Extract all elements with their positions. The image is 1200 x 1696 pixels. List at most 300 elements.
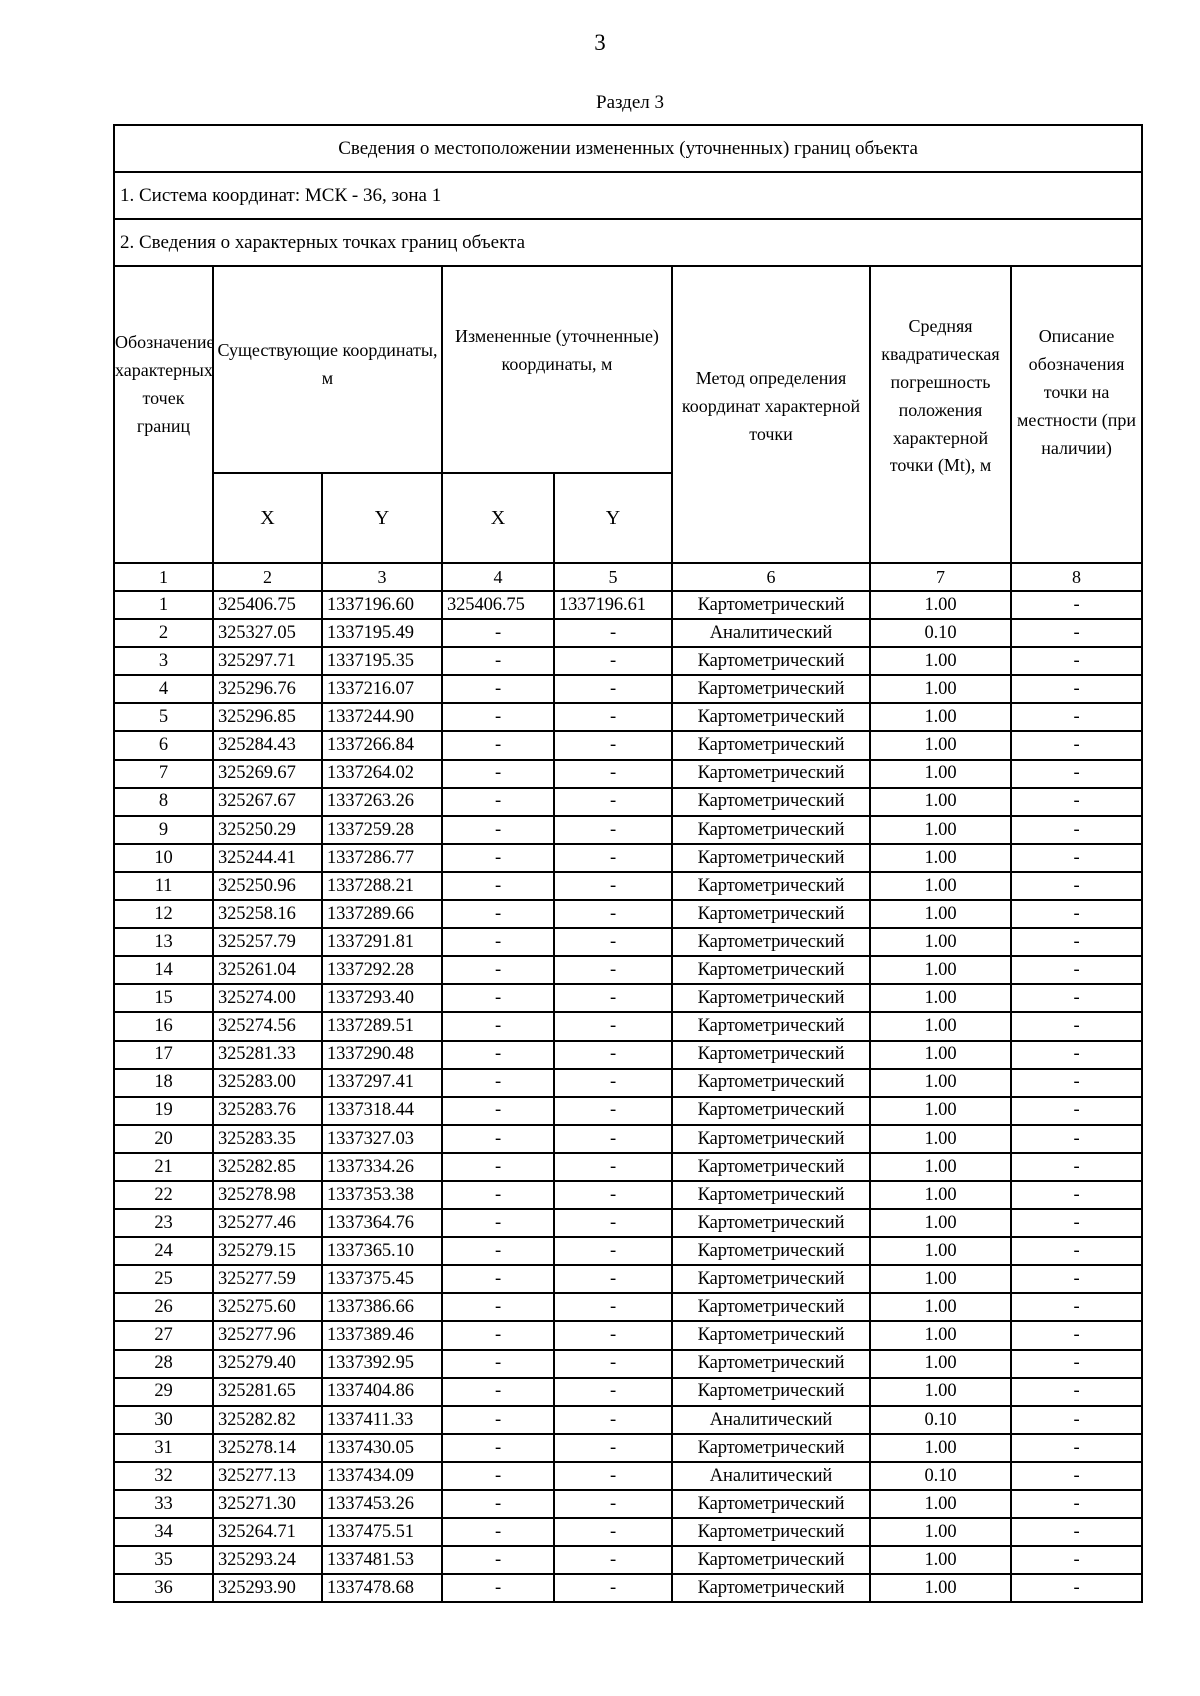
table-row [114, 900, 1142, 928]
cell-point-number: 33 [114, 1490, 213, 1518]
points-caption: 2. Сведения о характерных точках границ объекта [114, 219, 1142, 266]
cell-changed-x: - [442, 1406, 554, 1434]
cell-existing-x: 325277.59 [213, 1265, 322, 1293]
cell-changed-y: - [554, 1069, 672, 1097]
cell-description: - [1011, 788, 1142, 816]
table-row [114, 1097, 1142, 1125]
cell-existing-x: 325297.71 [213, 647, 322, 675]
table-row [114, 619, 1142, 647]
cell-changed-y: - [554, 1153, 672, 1181]
cell-changed-x: - [442, 984, 554, 1012]
cell-rms-error: 1.00 [870, 1546, 1011, 1574]
cell-point-number: 8 [114, 788, 213, 816]
cell-changed-x: - [442, 675, 554, 703]
cell-method: Картометрический [672, 1350, 870, 1378]
cell-existing-y: 1337386.66 [322, 1293, 442, 1321]
cell-description: - [1011, 928, 1142, 956]
cell-changed-y: - [554, 1237, 672, 1265]
table-row [114, 1518, 1142, 1546]
cell-existing-y: 1337353.38 [322, 1181, 442, 1209]
cell-changed-x: - [442, 872, 554, 900]
cell-rms-error: 1.00 [870, 1237, 1011, 1265]
cell-existing-y: 1337259.28 [322, 816, 442, 844]
cell-description: - [1011, 619, 1142, 647]
cell-method: Картометрический [672, 1041, 870, 1069]
table-row [114, 1209, 1142, 1237]
cell-method: Картометрический [672, 1153, 870, 1181]
cell-changed-y: - [554, 731, 672, 759]
cell-point-number: 3 [114, 647, 213, 675]
cell-rms-error: 1.00 [870, 731, 1011, 759]
cell-method: Картометрический [672, 900, 870, 928]
cell-changed-y: - [554, 1181, 672, 1209]
cell-point-number: 26 [114, 1293, 213, 1321]
cell-existing-x: 325244.41 [213, 844, 322, 872]
cell-rms-error: 1.00 [870, 1041, 1011, 1069]
cell-existing-x: 325283.35 [213, 1125, 322, 1153]
cell-existing-x: 325278.14 [213, 1434, 322, 1462]
cell-description: - [1011, 872, 1142, 900]
cell-rms-error: 1.00 [870, 844, 1011, 872]
cell-description: - [1011, 1209, 1142, 1237]
table-row [114, 1237, 1142, 1265]
coordinate-system: 1. Система координат: МСК - 36, зона 1 [114, 172, 1142, 219]
cell-changed-y: - [554, 1434, 672, 1462]
cell-description: - [1011, 844, 1142, 872]
cell-method: Картометрический [672, 731, 870, 759]
cell-existing-x: 325271.30 [213, 1490, 322, 1518]
cell-rms-error: 1.00 [870, 928, 1011, 956]
cell-method: Картометрический [672, 1265, 870, 1293]
cell-method: Картометрический [672, 703, 870, 731]
cell-changed-x: - [442, 788, 554, 816]
cell-rms-error: 1.00 [870, 591, 1011, 619]
cell-rms-error: 0.10 [870, 619, 1011, 647]
cell-existing-y: 1337264.02 [322, 760, 442, 788]
cell-changed-x: - [442, 1097, 554, 1125]
cell-existing-x: 325282.85 [213, 1153, 322, 1181]
cell-point-number: 23 [114, 1209, 213, 1237]
cell-point-number: 5 [114, 703, 213, 731]
cell-existing-x: 325250.29 [213, 816, 322, 844]
cell-method: Картометрический [672, 1546, 870, 1574]
cell-method: Картометрический [672, 760, 870, 788]
cell-point-number: 9 [114, 816, 213, 844]
cell-existing-x: 325279.15 [213, 1237, 322, 1265]
cell-existing-x: 325261.04 [213, 956, 322, 984]
cell-rms-error: 1.00 [870, 703, 1011, 731]
cell-changed-y: - [554, 788, 672, 816]
cell-rms-error: 1.00 [870, 1125, 1011, 1153]
cell-method: Картометрический [672, 1293, 870, 1321]
cell-point-number: 6 [114, 731, 213, 759]
cell-rms-error: 1.00 [870, 1293, 1011, 1321]
cell-existing-y: 1337196.60 [322, 591, 442, 619]
cell-method: Картометрический [672, 647, 870, 675]
cell-existing-y: 1337286.77 [322, 844, 442, 872]
cell-changed-x: - [442, 1265, 554, 1293]
cell-existing-y: 1337195.49 [322, 619, 442, 647]
cell-changed-x: - [442, 1462, 554, 1490]
cell-point-number: 24 [114, 1237, 213, 1265]
cell-changed-x: - [442, 1490, 554, 1518]
cell-description: - [1011, 1097, 1142, 1125]
cell-method: Картометрический [672, 1181, 870, 1209]
table-row [114, 984, 1142, 1012]
cell-method: Картометрический [672, 788, 870, 816]
table-row [114, 1378, 1142, 1406]
cell-description: - [1011, 1378, 1142, 1406]
cell-point-number: 30 [114, 1406, 213, 1434]
cell-changed-y: - [554, 928, 672, 956]
cell-rms-error: 0.10 [870, 1406, 1011, 1434]
cell-method: Картометрический [672, 1209, 870, 1237]
cell-existing-y: 1337334.26 [322, 1153, 442, 1181]
cell-changed-y: - [554, 1518, 672, 1546]
cell-existing-y: 1337292.28 [322, 956, 442, 984]
cell-existing-x: 325250.96 [213, 872, 322, 900]
cell-existing-y: 1337392.95 [322, 1350, 442, 1378]
cell-point-number: 21 [114, 1153, 213, 1181]
cell-existing-x: 325296.76 [213, 675, 322, 703]
cell-rms-error: 1.00 [870, 760, 1011, 788]
cell-existing-y: 1337389.46 [322, 1321, 442, 1349]
cell-existing-y: 1337434.09 [322, 1462, 442, 1490]
cell-description: - [1011, 1012, 1142, 1040]
header-rms-error: Средняя квадратическая погрешность положения характерной точки (Mt), м [870, 266, 1011, 563]
cell-existing-x: 325284.43 [213, 731, 322, 759]
cell-method: Картометрический [672, 956, 870, 984]
cell-changed-x: - [442, 1069, 554, 1097]
cell-description: - [1011, 816, 1142, 844]
cell-method: Аналитический [672, 619, 870, 647]
cell-description: - [1011, 1462, 1142, 1490]
cell-method: Картометрический [672, 928, 870, 956]
cell-changed-x: - [442, 928, 554, 956]
cell-method: Картометрический [672, 1125, 870, 1153]
cell-existing-y: 1337263.26 [322, 788, 442, 816]
cell-point-number: 25 [114, 1265, 213, 1293]
cell-existing-x: 325277.13 [213, 1462, 322, 1490]
cell-method: Картометрический [672, 844, 870, 872]
cell-existing-y: 1337288.21 [322, 872, 442, 900]
table-row [114, 675, 1142, 703]
table-row [114, 1462, 1142, 1490]
cell-method: Аналитический [672, 1462, 870, 1490]
cell-changed-y: - [554, 760, 672, 788]
cell-point-number: 4 [114, 675, 213, 703]
table-row [114, 1434, 1142, 1462]
cell-point-number: 13 [114, 928, 213, 956]
cell-existing-y: 1337365.10 [322, 1237, 442, 1265]
cell-changed-y: - [554, 844, 672, 872]
cell-method: Картометрический [672, 1378, 870, 1406]
cell-existing-x: 325281.33 [213, 1041, 322, 1069]
cell-existing-y: 1337364.76 [322, 1209, 442, 1237]
cell-description: - [1011, 591, 1142, 619]
cell-description: - [1011, 1490, 1142, 1518]
cell-rms-error: 1.00 [870, 872, 1011, 900]
table-row [114, 844, 1142, 872]
cell-description: - [1011, 1237, 1142, 1265]
cell-point-number: 17 [114, 1041, 213, 1069]
table-row [114, 1153, 1142, 1181]
cell-changed-y: 1337196.61 [554, 591, 672, 619]
cell-existing-y: 1337411.33 [322, 1406, 442, 1434]
cell-rms-error: 1.00 [870, 1350, 1011, 1378]
cell-changed-y: - [554, 900, 672, 928]
cell-changed-y: - [554, 675, 672, 703]
column-number: 7 [870, 563, 1011, 591]
cell-point-number: 36 [114, 1574, 213, 1602]
column-number: 3 [322, 563, 442, 591]
cell-description: - [1011, 1181, 1142, 1209]
cell-changed-x: - [442, 1350, 554, 1378]
cell-changed-x: - [442, 647, 554, 675]
cell-existing-x: 325279.40 [213, 1350, 322, 1378]
cell-changed-y: - [554, 816, 672, 844]
cell-rms-error: 1.00 [870, 1490, 1011, 1518]
header-existing-y: Y [322, 473, 442, 563]
cell-rms-error: 1.00 [870, 1153, 1011, 1181]
cell-changed-y: - [554, 956, 672, 984]
table-row [114, 1490, 1142, 1518]
cell-rms-error: 1.00 [870, 816, 1011, 844]
cell-rms-error: 1.00 [870, 647, 1011, 675]
cell-method: Картометрический [672, 1574, 870, 1602]
cell-existing-x: 325293.90 [213, 1574, 322, 1602]
cell-description: - [1011, 1518, 1142, 1546]
table-row [114, 788, 1142, 816]
cell-point-number: 35 [114, 1546, 213, 1574]
cell-changed-x: - [442, 1518, 554, 1546]
cell-existing-y: 1337290.48 [322, 1041, 442, 1069]
cell-point-number: 12 [114, 900, 213, 928]
cell-existing-x: 325277.46 [213, 1209, 322, 1237]
header-existing-x: X [213, 473, 322, 563]
cell-description: - [1011, 1321, 1142, 1349]
cell-existing-y: 1337475.51 [322, 1518, 442, 1546]
cell-rms-error: 1.00 [870, 1209, 1011, 1237]
cell-existing-x: 325275.60 [213, 1293, 322, 1321]
table-row [114, 1293, 1142, 1321]
cell-changed-x: - [442, 731, 554, 759]
cell-changed-y: - [554, 1097, 672, 1125]
cell-existing-y: 1337216.07 [322, 675, 442, 703]
table-row [114, 1069, 1142, 1097]
column-number-row [114, 563, 1142, 591]
cell-existing-x: 325269.67 [213, 760, 322, 788]
cell-method: Картометрический [672, 1434, 870, 1462]
column-number: 6 [672, 563, 870, 591]
table-row [114, 731, 1142, 759]
cell-existing-x: 325278.98 [213, 1181, 322, 1209]
cell-existing-x: 325406.75 [213, 591, 322, 619]
cell-changed-y: - [554, 1125, 672, 1153]
header-changed-y: Y [554, 473, 672, 563]
cell-point-number: 20 [114, 1125, 213, 1153]
cell-rms-error: 1.00 [870, 1069, 1011, 1097]
cell-changed-x: - [442, 1293, 554, 1321]
cell-existing-y: 1337453.26 [322, 1490, 442, 1518]
boundary-points-table [113, 124, 1143, 1603]
cell-changed-y: - [554, 1490, 672, 1518]
cell-description: - [1011, 1406, 1142, 1434]
cell-changed-y: - [554, 1265, 672, 1293]
cell-rms-error: 1.00 [870, 1321, 1011, 1349]
cell-rms-error: 1.00 [870, 788, 1011, 816]
cell-changed-x: - [442, 1181, 554, 1209]
cell-existing-y: 1337375.45 [322, 1265, 442, 1293]
cell-point-number: 14 [114, 956, 213, 984]
cell-method: Картометрический [672, 872, 870, 900]
cell-existing-x: 325282.82 [213, 1406, 322, 1434]
cell-description: - [1011, 675, 1142, 703]
table-row [114, 647, 1142, 675]
cell-rms-error: 1.00 [870, 900, 1011, 928]
cell-changed-x: - [442, 844, 554, 872]
cell-description: - [1011, 1069, 1142, 1097]
cell-existing-y: 1337478.68 [322, 1574, 442, 1602]
table-row [114, 760, 1142, 788]
cell-description: - [1011, 731, 1142, 759]
cell-method: Картометрический [672, 1490, 870, 1518]
cell-changed-y: - [554, 1209, 672, 1237]
cell-rms-error: 1.00 [870, 984, 1011, 1012]
cell-existing-x: 325293.24 [213, 1546, 322, 1574]
cell-rms-error: 1.00 [870, 1518, 1011, 1546]
cell-changed-y: - [554, 1293, 672, 1321]
cell-description: - [1011, 984, 1142, 1012]
cell-existing-x: 325283.76 [213, 1097, 322, 1125]
cell-description: - [1011, 1574, 1142, 1602]
cell-existing-x: 325283.00 [213, 1069, 322, 1097]
cell-point-number: 19 [114, 1097, 213, 1125]
header-point-designation: Обозначение характерных точек границ [114, 266, 213, 563]
cell-method: Картометрический [672, 1012, 870, 1040]
column-number: 8 [1011, 563, 1142, 591]
cell-changed-x: - [442, 760, 554, 788]
cell-rms-error: 1.00 [870, 1574, 1011, 1602]
cell-changed-y: - [554, 872, 672, 900]
cell-existing-y: 1337481.53 [322, 1546, 442, 1574]
cell-description: - [1011, 1041, 1142, 1069]
cell-method: Картометрический [672, 591, 870, 619]
cell-point-number: 34 [114, 1518, 213, 1546]
cell-changed-y: - [554, 1041, 672, 1069]
table-row [114, 872, 1142, 900]
cell-existing-x: 325296.85 [213, 703, 322, 731]
cell-changed-x: - [442, 1434, 554, 1462]
cell-changed-y: - [554, 703, 672, 731]
cell-changed-x: - [442, 1237, 554, 1265]
cell-existing-y: 1337289.66 [322, 900, 442, 928]
cell-description: - [1011, 1265, 1142, 1293]
cell-changed-y: - [554, 1406, 672, 1434]
cell-changed-y: - [554, 1546, 672, 1574]
cell-changed-x: - [442, 1574, 554, 1602]
cell-point-number: 29 [114, 1378, 213, 1406]
cell-changed-y: - [554, 1012, 672, 1040]
cell-existing-y: 1337404.86 [322, 1378, 442, 1406]
cell-point-number: 7 [114, 760, 213, 788]
cell-point-number: 28 [114, 1350, 213, 1378]
table-row [114, 956, 1142, 984]
column-number: 4 [442, 563, 554, 591]
table-row [114, 703, 1142, 731]
cell-description: - [1011, 1350, 1142, 1378]
cell-rms-error: 1.00 [870, 956, 1011, 984]
cell-method: Картометрический [672, 816, 870, 844]
cell-existing-x: 325277.96 [213, 1321, 322, 1349]
cell-point-number: 2 [114, 619, 213, 647]
cell-description: - [1011, 1434, 1142, 1462]
cell-changed-x: - [442, 1378, 554, 1406]
cell-method: Картометрический [672, 984, 870, 1012]
header-changed-x: X [442, 473, 554, 563]
cell-method: Картометрический [672, 1518, 870, 1546]
cell-changed-x: - [442, 1546, 554, 1574]
cell-description: - [1011, 760, 1142, 788]
cell-changed-x: - [442, 1012, 554, 1040]
cell-method: Картометрический [672, 675, 870, 703]
cell-rms-error: 1.00 [870, 1181, 1011, 1209]
column-number: 5 [554, 563, 672, 591]
cell-point-number: 27 [114, 1321, 213, 1349]
table-row [114, 1041, 1142, 1069]
cell-changed-x: - [442, 1125, 554, 1153]
cell-changed-x: - [442, 619, 554, 647]
table-row [114, 591, 1142, 619]
cell-existing-x: 325281.65 [213, 1378, 322, 1406]
cell-rms-error: 1.00 [870, 1434, 1011, 1462]
header-method: Метод определения координат характерной точки [672, 266, 870, 563]
cell-point-number: 22 [114, 1181, 213, 1209]
table-row [114, 1265, 1142, 1293]
table-row [114, 1321, 1142, 1349]
cell-rms-error: 1.00 [870, 1012, 1011, 1040]
cell-method: Картометрический [672, 1321, 870, 1349]
table-row [114, 1406, 1142, 1434]
table-row [114, 1350, 1142, 1378]
cell-point-number: 18 [114, 1069, 213, 1097]
cell-description: - [1011, 1125, 1142, 1153]
cell-description: - [1011, 703, 1142, 731]
cell-existing-x: 325274.56 [213, 1012, 322, 1040]
column-number: 1 [114, 563, 213, 591]
section-title: Раздел 3 [596, 92, 664, 113]
cell-point-number: 15 [114, 984, 213, 1012]
cell-existing-y: 1337297.41 [322, 1069, 442, 1097]
cell-changed-x: - [442, 1321, 554, 1349]
cell-description: - [1011, 1153, 1142, 1181]
cell-existing-y: 1337266.84 [322, 731, 442, 759]
cell-existing-y: 1337244.90 [322, 703, 442, 731]
cell-rms-error: 1.00 [870, 1265, 1011, 1293]
cell-existing-y: 1337291.81 [322, 928, 442, 956]
cell-changed-y: - [554, 1462, 672, 1490]
cell-changed-x: - [442, 1153, 554, 1181]
cell-point-number: 1 [114, 591, 213, 619]
cell-changed-y: - [554, 647, 672, 675]
cell-point-number: 11 [114, 872, 213, 900]
column-number: 2 [213, 563, 322, 591]
cell-existing-x: 325274.00 [213, 984, 322, 1012]
table-row [114, 816, 1142, 844]
cell-description: - [1011, 1293, 1142, 1321]
cell-existing-x: 325258.16 [213, 900, 322, 928]
cell-changed-x: - [442, 956, 554, 984]
